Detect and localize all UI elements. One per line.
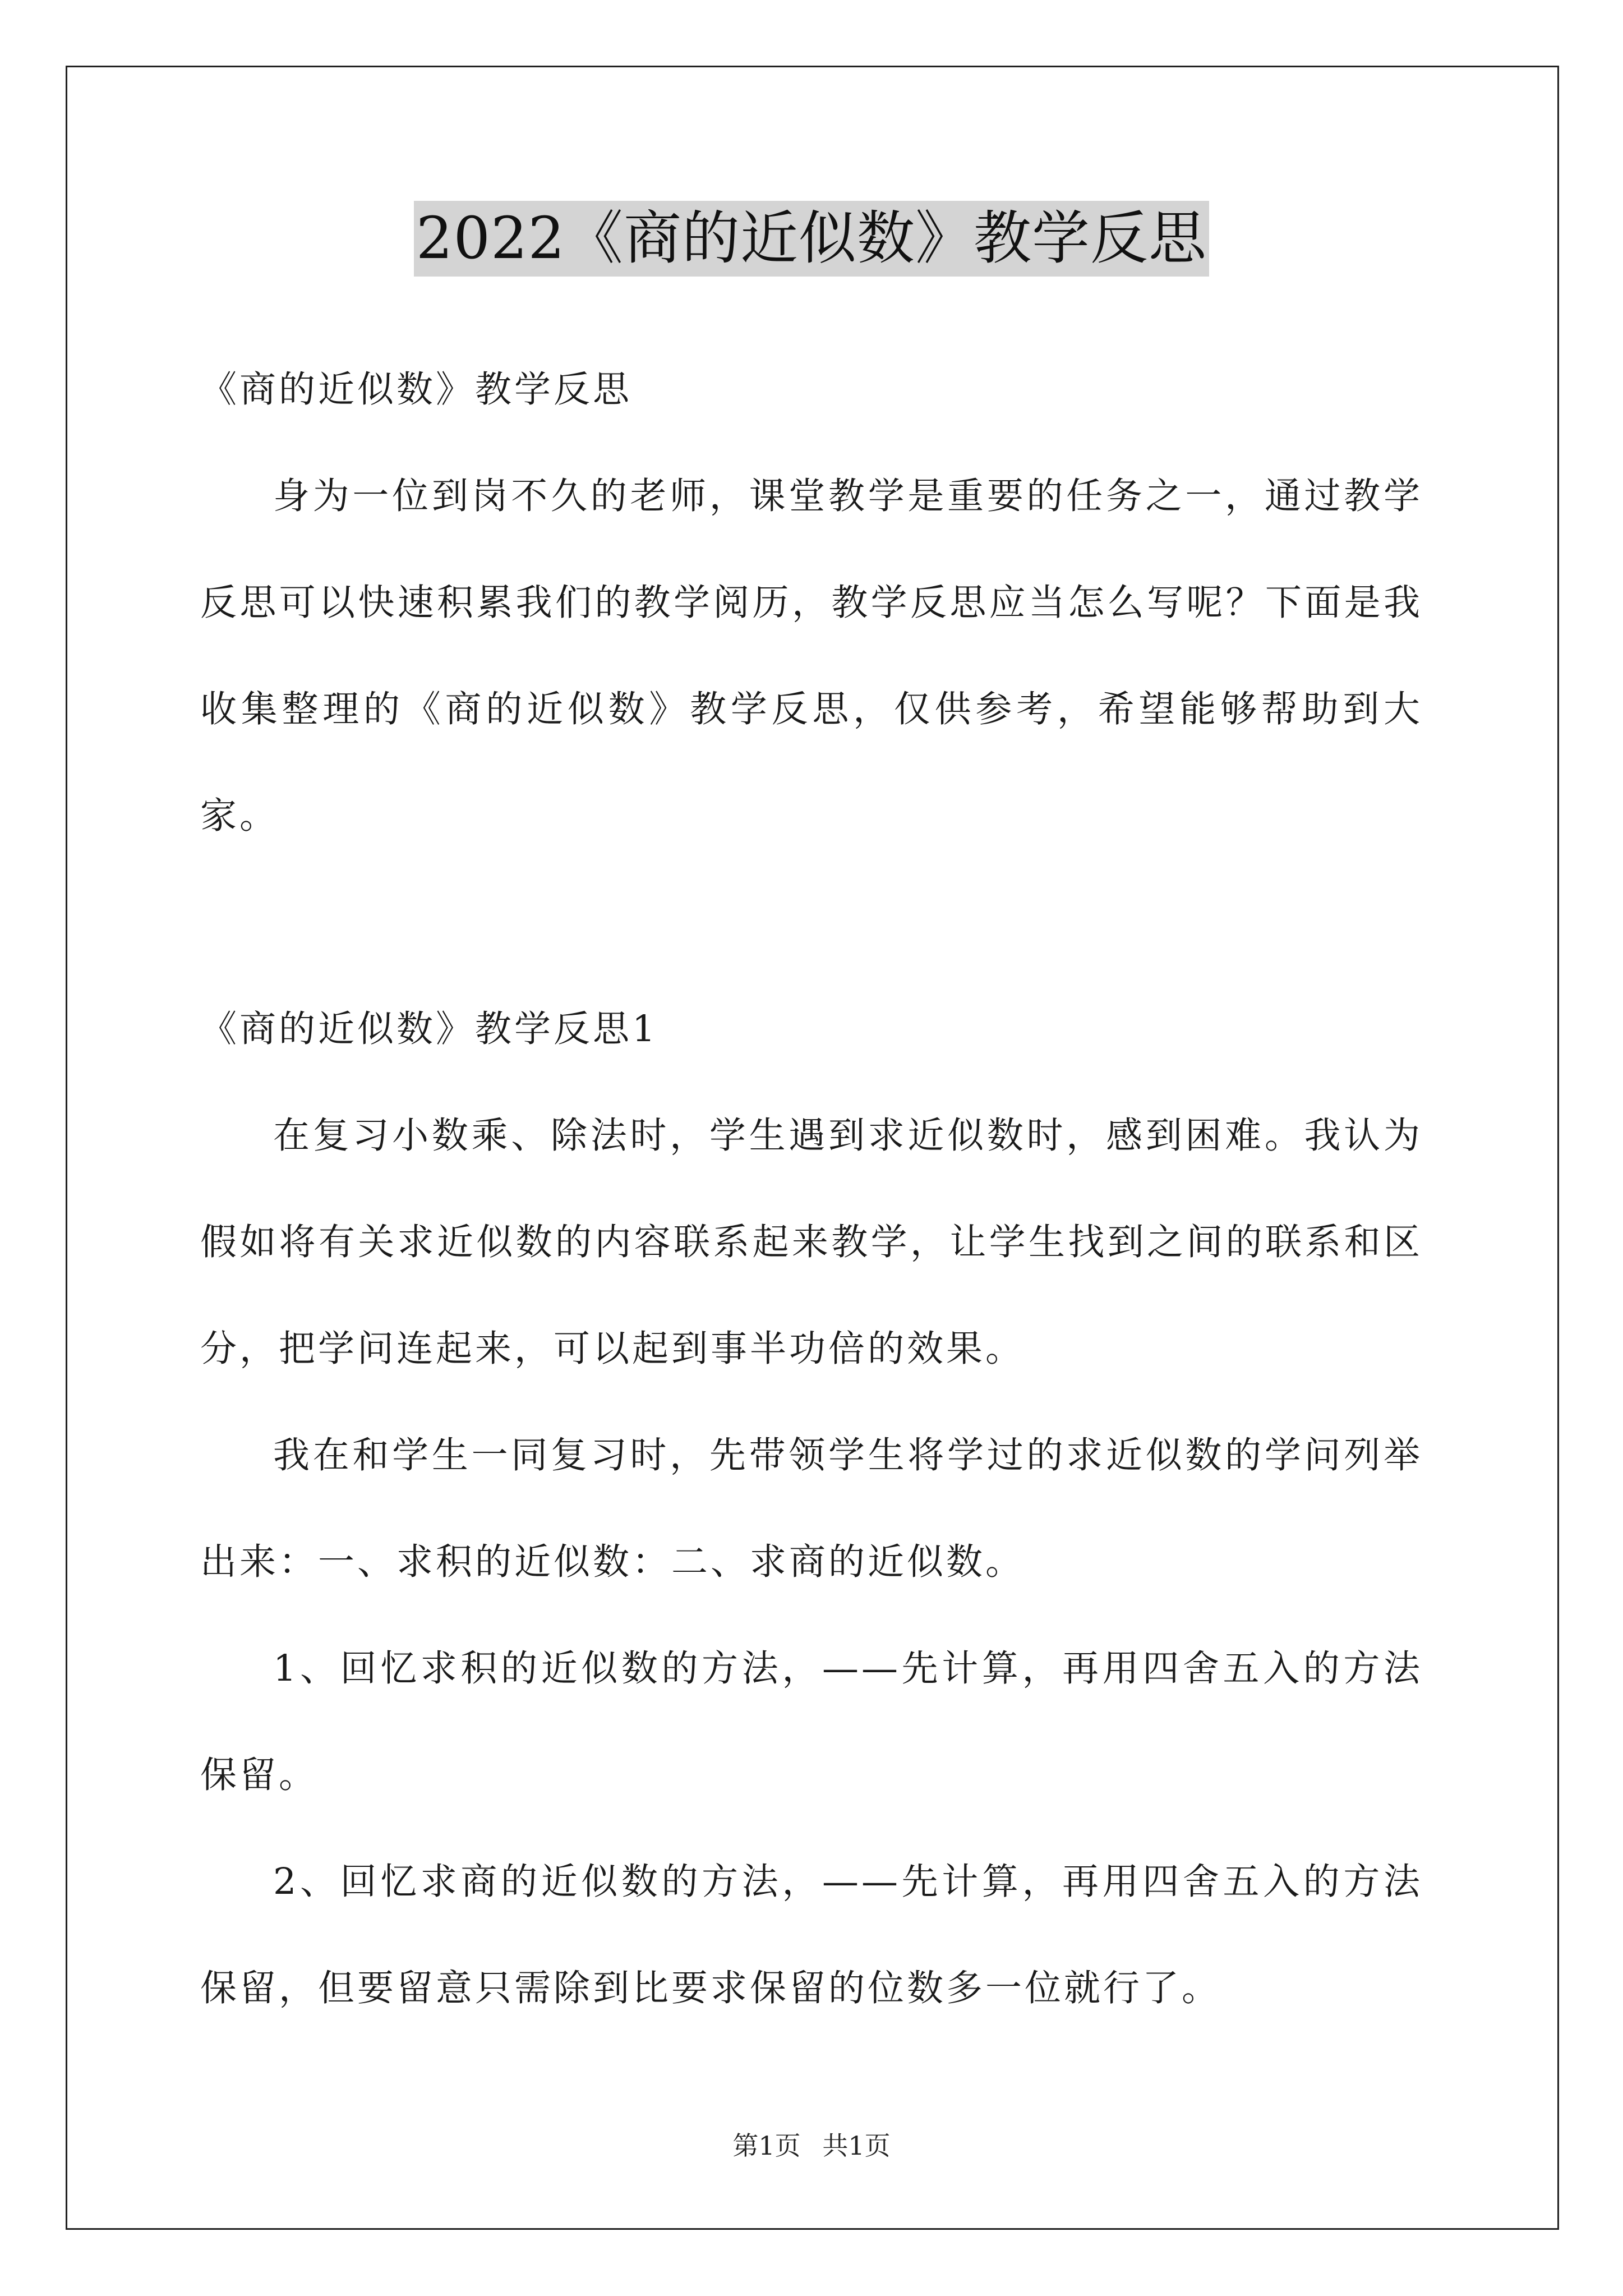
section-spacer — [200, 869, 1423, 976]
body-paragraph: 1、回忆求积的近似数的方法，——先计算，再用四舍五入的方法保留。 — [200, 1648, 1423, 1796]
intro-paragraph: 身为一位到岗不久的老师，课堂教学是重要的任务之一，通过教学反思可以快速积累我们的教学阅历，教学反思应当怎么写呢？下面是我收集整理的《商的近似数》教学反思，仅供参考，希望能够帮助到大家。 — [200, 475, 1423, 837]
document-title: 2022《商的近似数》教学反思 — [414, 201, 1209, 277]
body-paragraph: 在复习小数乘、除法时，学生遇到求近似数时，感到困难。我认为假如将有关求近似数的内容联系起来教学，让学生找到之间的联系和区分，把学问连起来，可以起到事半功倍的效果。 — [200, 1115, 1423, 1370]
section-heading: 《商的近似数》教学反思1 — [200, 1008, 658, 1050]
page-number: 第1页 — [732, 2131, 801, 2161]
subtitle: 《商的近似数》教学反思 — [200, 369, 633, 411]
body-paragraph: 我在和学生一同复习时，先带领学生将学过的求近似数的学问列举出来：一、求积的近似数：二、求商的近似数。 — [200, 1434, 1423, 1583]
page-total: 共1页 — [822, 2131, 891, 2161]
page-footer — [0, 2129, 1623, 2162]
title-container — [0, 201, 1623, 277]
body-paragraph: 2、回忆求商的近似数的方法，——先计算，再用四舍五入的方法保留，但要留意只需除到比要求保留的位数多一位就行了。 — [200, 1861, 1423, 2009]
document-body — [200, 337, 1423, 2042]
